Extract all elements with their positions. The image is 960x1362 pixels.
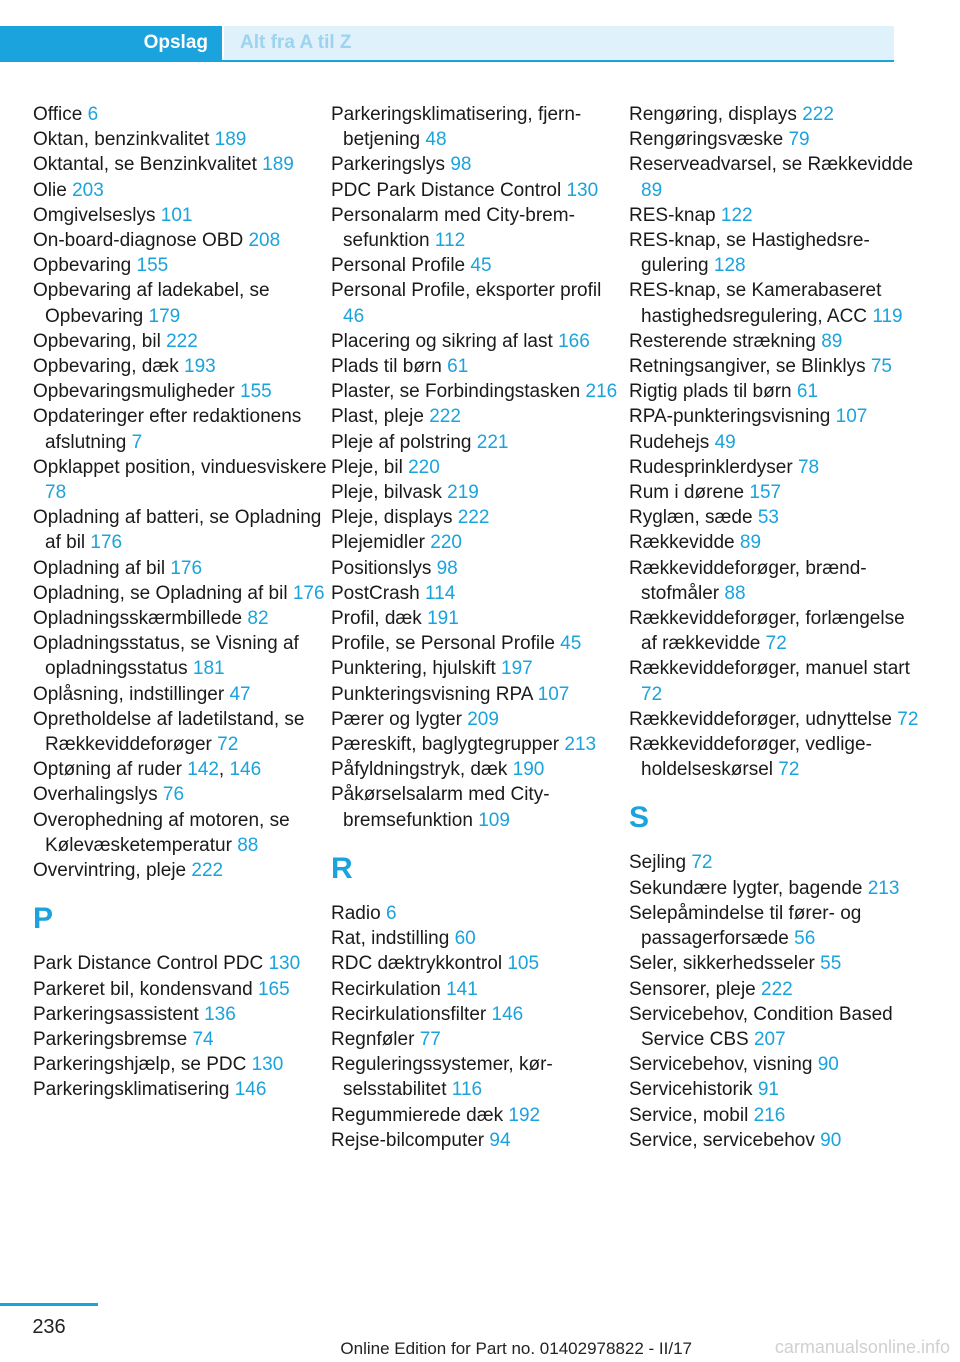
page-reference-link[interactable]: 109 — [478, 809, 510, 831]
index-entry-term: Rækkeviddeforøger, manuel start — [629, 658, 910, 680]
index-entry — [629, 505, 925, 530]
page-number: 236 — [32, 1316, 66, 1338]
page-reference-link[interactable]: 72 — [765, 633, 787, 655]
page-reference-link[interactable]: 60 — [454, 928, 476, 950]
index-entry — [629, 732, 925, 782]
index-entry — [33, 253, 329, 278]
page-reference-link[interactable]: 155 — [136, 255, 169, 277]
index-entry — [629, 329, 925, 354]
index-entry — [33, 178, 329, 203]
page-reference-link[interactable]: 56 — [794, 928, 816, 950]
index-column-1 — [33, 102, 329, 1103]
index-entry-term: Opbevaring, dæk — [33, 356, 179, 378]
index-entry — [629, 455, 925, 480]
index-entry — [33, 404, 329, 454]
index-entry-term: Rejse-bilcomputer — [331, 1129, 485, 1151]
page-reference-link[interactable]: 146 — [229, 759, 262, 781]
index-entry — [331, 951, 627, 976]
index-entry — [331, 430, 627, 455]
index-entry-term: Opladning af batteri, se Opladning af bil — [33, 507, 322, 554]
index-entry — [629, 354, 925, 379]
index-entry-term: Sensorer, pleje — [629, 978, 756, 1000]
index-entry-term: RES-knap, se Kamerabaseret hastighedsregulering, ACC — [629, 280, 882, 327]
index-entry-term: Servicebehov, visning — [629, 1054, 813, 1076]
index-entry-term: Ryglæn, sæde — [629, 507, 753, 529]
index-section-letter: R — [331, 851, 353, 885]
page-reference-link[interactable]: 141 — [446, 978, 478, 1000]
index-entry-term: RDC dæktrykkontrol — [331, 953, 503, 975]
index-entry — [629, 228, 925, 278]
page-reference-link[interactable]: 72 — [217, 734, 239, 756]
section-tab-alt-fra-a-til-z[interactable] — [224, 26, 894, 60]
page-reference-link[interactable]: 208 — [248, 230, 281, 252]
index-entry-term: Punktering, hjulskift — [331, 658, 496, 680]
index-entry-term: Servicehistorik — [629, 1079, 753, 1101]
index-entry-term: Regnføler — [331, 1028, 415, 1050]
page-reference-link[interactable]: 76 — [162, 784, 185, 806]
page-reference-link[interactable]: 7 — [131, 431, 143, 453]
page-reference-link[interactable]: 46 — [343, 305, 365, 327]
watermark: carmanualsonline.info — [774, 1337, 950, 1357]
index-entry-term: Plejemidler — [331, 532, 425, 554]
page-reference-link[interactable]: 166 — [558, 330, 590, 352]
index-entry — [331, 901, 627, 926]
index-column-3 — [629, 102, 925, 1153]
index-entry — [629, 656, 925, 706]
index-entry-term: Reserveadvarsel, se Rækkevidde — [629, 154, 914, 176]
page-reference-link[interactable]: 45 — [560, 633, 582, 655]
index-entry-term: Oktan, benzinkvalitet — [33, 129, 210, 151]
index-entry — [331, 977, 627, 1002]
index-entry — [629, 850, 925, 875]
index-entry — [629, 480, 925, 505]
index-entry-term: Profil, dæk — [331, 608, 422, 630]
index-entry-term: Resterende strækning — [629, 330, 816, 352]
page-reference-link[interactable]: 107 — [537, 683, 570, 705]
page-reference-link[interactable]: 72 — [778, 759, 800, 781]
index-entry — [629, 127, 925, 152]
page-reference-link[interactable]: 130 — [268, 953, 301, 975]
page-reference-link[interactable]: 222 — [457, 507, 490, 529]
index-entry-term: Rækkeviddeforøger, forlængelse af rækkevidde — [629, 608, 905, 655]
index-entry — [331, 278, 627, 328]
page-reference-link[interactable]: 197 — [501, 658, 533, 680]
page-reference-link[interactable]: 130 — [251, 1054, 284, 1076]
index-entry-term: Positionslys — [331, 557, 432, 579]
index-entry-term: Opladningsskærmbillede — [33, 608, 243, 630]
index-entry-term: Rigtig plads til børn — [629, 381, 792, 403]
index-entry-term: Retningsangiver, se Blinklys — [629, 356, 866, 378]
page-reference-link[interactable]: 216 — [753, 1104, 786, 1126]
index-section-letter: P — [33, 902, 54, 936]
index-entry-term: Selepåmindelse til fører- og passagerforsæde — [629, 902, 862, 950]
section-tab-label: Opslag — [143, 32, 208, 53]
page-reference-link[interactable]: 47 — [229, 683, 251, 705]
index-entry — [33, 977, 329, 1002]
index-entry-term: Plads til børn — [331, 356, 442, 378]
page-reference-link[interactable]: 130 — [566, 179, 599, 201]
page-reference-link[interactable]: 88 — [237, 834, 259, 856]
page-reference-link[interactable]: 222 — [761, 978, 793, 1000]
index-entry — [331, 1002, 627, 1027]
index-entry-term: Overhalingslys — [33, 784, 158, 806]
page-reference-link[interactable]: 146 — [491, 1003, 524, 1025]
page-reference-link[interactable]: 193 — [184, 356, 216, 378]
index-entry-term: Rudesprinklerdyser — [629, 456, 793, 478]
page-reference-link[interactable]: 146 — [234, 1079, 267, 1101]
index-entry-term: Parkeringsassistent — [33, 1003, 199, 1025]
index-entry-term: Opladning, se Opladning af bil — [33, 582, 288, 604]
index-entry-term: Rudehejs — [629, 431, 710, 453]
index-entry — [33, 228, 329, 253]
index-entry-term: Parkeringslys — [331, 154, 446, 176]
section-tab-opslag[interactable] — [0, 26, 222, 60]
index-entry — [629, 1077, 925, 1102]
index-entry-term: Opbevaringsmuligheder — [33, 381, 235, 403]
index-entry-term: Profile, se Personal Profile — [331, 633, 555, 655]
page-reference-link[interactable]: 6 — [385, 902, 397, 924]
page-reference-link[interactable]: 74 — [192, 1028, 214, 1050]
index-entry — [629, 876, 925, 901]
index-entry — [331, 556, 627, 581]
index-entry-term: Personal Profile — [331, 255, 466, 277]
index-entry-term: Rum i dørene — [629, 482, 745, 504]
index-entry — [629, 379, 925, 404]
index-entry — [629, 404, 925, 429]
index-entry — [331, 178, 627, 203]
index-entry-term: Parkeringsbremse — [33, 1028, 188, 1050]
index-entry-term: Rækkeviddeforøger, brændstofmåler — [629, 557, 867, 604]
page-reference-link[interactable]: 53 — [757, 507, 779, 529]
page-reference-link[interactable]: 128 — [713, 255, 746, 277]
index-entry-term: Omgivelseslys — [33, 204, 156, 226]
page-reference-link[interactable]: 90 — [820, 1129, 842, 1151]
index-entry — [331, 631, 627, 656]
page-reference-link[interactable]: 89 — [739, 532, 762, 554]
index-entry — [629, 901, 925, 951]
index-entry-term: Personal Profile, eksporter profil — [331, 280, 602, 302]
page-reference-link[interactable]: 77 — [419, 1028, 441, 1050]
index-entry — [33, 606, 329, 631]
index-entry-term: Seler, sikkerhedsseler — [629, 953, 815, 975]
page-reference-link[interactable]: 90 — [817, 1054, 839, 1076]
index-entry-term: Optøning af ruder — [33, 759, 182, 781]
page-reference-link[interactable]: 190 — [512, 759, 545, 781]
index-entry — [331, 1027, 627, 1052]
index-entry-term: Opdateringer efter redaktionens afslutning — [33, 406, 302, 453]
page-reference-link[interactable]: 78 — [797, 456, 820, 478]
index-entry-term: Park Distance Control PDC — [33, 953, 264, 975]
index-entry — [331, 581, 627, 606]
index-entry — [33, 278, 329, 328]
index-entry-term: Service, servicebehov — [629, 1129, 815, 1151]
page-reference-link[interactable]: 142 — [187, 759, 219, 781]
page-reference-link[interactable]: 88 — [724, 582, 746, 604]
index-entry — [33, 858, 329, 883]
index-entry-term: Punkteringsvisning RPA — [331, 683, 533, 705]
index-column-2 — [331, 102, 627, 1153]
index-entry — [331, 329, 627, 354]
page-reference-link[interactable]: 72 — [691, 852, 713, 874]
index-entry — [33, 1077, 329, 1102]
page-reference-link[interactable]: 179 — [148, 305, 181, 327]
index-entry-term: Oktantal, se Benzinkvalitet — [33, 154, 257, 176]
index-entry-term: Recirkulation — [331, 978, 441, 1000]
page-reference-link[interactable]: 213 — [564, 734, 597, 756]
footer-divider — [0, 1303, 98, 1306]
page-reference-link[interactable]: 105 — [507, 953, 540, 975]
index-entry — [33, 1027, 329, 1052]
page-reference-link[interactable]: 75 — [870, 356, 892, 378]
index-entry — [33, 127, 329, 152]
page-reference-link[interactable]: 222 — [166, 330, 198, 352]
page-reference-link[interactable]: 192 — [508, 1104, 541, 1126]
index-entry — [33, 1052, 329, 1077]
page-reference-link[interactable]: 61 — [796, 381, 819, 403]
index-entry-term: Servicebehov, Condition Based Service CBS — [629, 1003, 893, 1050]
index-entry — [629, 707, 925, 732]
index-entry-term: Overvintring, pleje — [33, 860, 187, 882]
page-reference-link[interactable]: 221 — [476, 431, 509, 453]
index-entry-term: Rækkeviddeforøger, vedligeholdelseskørsel — [629, 734, 872, 781]
page-reference-link[interactable]: 222 — [191, 860, 224, 882]
page-reference-link[interactable]: 107 — [835, 406, 868, 428]
index-entry — [33, 581, 329, 606]
index-entry: Optøning af ruder 142, 146 — [33, 759, 262, 781]
page-reference-link[interactable]: 157 — [749, 482, 782, 504]
page-reference-link[interactable]: 112 — [434, 230, 466, 252]
page-reference-link[interactable]: 203 — [72, 179, 104, 201]
index-entry-term: Placering og sikring af last — [331, 330, 553, 352]
page-reference-link[interactable]: 222 — [429, 406, 461, 428]
index-entry-term: RES-knap, se Hastighedsregulering — [629, 230, 870, 277]
page-header — [0, 0, 960, 62]
page-reference-link[interactable]: 98 — [450, 154, 472, 176]
index-entry-term: Opladningsstatus, se Visning af opladningsstatus — [33, 633, 299, 680]
index-entry-term: Pleje, bil — [331, 456, 403, 478]
index-entry — [331, 455, 627, 480]
index-entry — [629, 556, 925, 606]
page-reference-link[interactable]: 213 — [867, 877, 900, 899]
index-entry — [629, 1128, 925, 1153]
index-entry — [33, 951, 329, 976]
page-reference-link[interactable]: 91 — [757, 1079, 779, 1101]
index-entry — [331, 707, 627, 732]
page-reference-link[interactable]: 72 — [641, 683, 663, 705]
index-entry-term: Service, mobil — [629, 1104, 749, 1126]
index-entry-term: Opbevaring, bil — [33, 330, 161, 352]
index-entry-term: Parkeret bil, kondensvand — [33, 978, 253, 1000]
index-entry-term: Rengøringsvæske — [629, 129, 784, 151]
index-entry — [331, 152, 627, 177]
index-entry — [629, 951, 925, 976]
index-entry-term: Opbevaring af ladekabel, se Opbevaring — [33, 280, 270, 327]
page-reference-link[interactable]: 94 — [489, 1129, 511, 1151]
page-reference-link[interactable]: 55 — [820, 953, 842, 975]
index-entry — [331, 102, 627, 152]
page-reference-link[interactable]: 72 — [897, 708, 919, 730]
edition-note: Online Edition for Part no. 01402978822 - II/17 — [340, 1339, 692, 1358]
index-entry — [33, 808, 329, 858]
index-entry — [629, 278, 925, 328]
index-entry-term: Påkørselsalarm med City-bremsefunktion — [331, 784, 550, 831]
page-reference-link[interactable]: 189 — [214, 129, 247, 151]
index-entry-term: Rækkevidde — [629, 532, 735, 554]
page-reference-link[interactable]: 216 — [585, 381, 618, 403]
index-entry — [629, 530, 925, 555]
index-entry-term: PDC Park Distance Control — [331, 179, 562, 201]
page-reference-link[interactable]: 181 — [192, 658, 225, 680]
index-entry — [629, 102, 925, 127]
index-entry-term: PostCrash — [331, 582, 420, 604]
index-entry — [629, 1052, 925, 1077]
index-entry — [331, 757, 627, 782]
index-entry — [33, 379, 329, 404]
index-entry-term: Personalarm med City-bremsefunktion — [331, 204, 575, 252]
index-entry-term: Sejling — [629, 852, 687, 874]
index-entry-term: Pleje af polstring — [331, 431, 472, 453]
index-entry — [331, 354, 627, 379]
page-reference-link[interactable]: 61 — [447, 356, 469, 378]
index-entry — [331, 530, 627, 555]
page-reference-link[interactable]: 219 — [447, 482, 479, 504]
index-entry-term: Opladning af bil — [33, 557, 166, 579]
index-entry — [33, 354, 329, 379]
index-entry — [33, 1002, 329, 1027]
index-entry — [331, 404, 627, 429]
page-reference-link[interactable]: 79 — [788, 129, 810, 151]
page-reference-link[interactable]: 6 — [87, 104, 99, 125]
page-reference-link[interactable]: 98 — [436, 557, 458, 579]
index-entry — [331, 480, 627, 505]
index-entry-term: Rat, indstilling — [331, 928, 450, 950]
index-entry — [331, 203, 627, 253]
page-reference-link[interactable]: 189 — [262, 154, 294, 176]
index-entry-term: Office — [33, 104, 83, 125]
page-reference-link[interactable]: 136 — [204, 1003, 236, 1025]
index-entry — [331, 606, 627, 631]
page-reference-link[interactable]: 176 — [292, 582, 325, 604]
page-reference-link[interactable]: 101 — [160, 204, 193, 226]
page-reference-link[interactable]: 155 — [240, 381, 272, 403]
index-entry — [33, 682, 329, 707]
page-reference-link[interactable]: 222 — [802, 104, 834, 125]
index-entry-term: Overophedning af motoren, se Kølevæsketemperatur — [33, 809, 290, 856]
page-reference-link[interactable]: 165 — [257, 978, 290, 1000]
index-entry — [629, 1103, 925, 1128]
index-entry-term: Sekundære lygter, bagende — [629, 877, 863, 899]
index-entry — [331, 379, 627, 404]
page-reference-link[interactable]: 122 — [720, 204, 753, 226]
index-entry — [629, 152, 925, 202]
header-divider — [0, 60, 894, 62]
index-entry — [331, 682, 627, 707]
page-reference-link[interactable]: 176 — [90, 532, 123, 554]
page-reference-link[interactable]: 89 — [821, 330, 843, 352]
index-entry — [33, 455, 329, 505]
index-entry-term: Reguleringssystemer, kørselsstabilitet — [331, 1054, 553, 1101]
index-entry-term: Plaster, se Forbindingstasken — [331, 381, 581, 403]
section-tab-label: Alt fra A til Z — [240, 32, 352, 53]
page-reference-link[interactable]: 49 — [714, 431, 736, 453]
index-entry-term: Plast, pleje — [331, 406, 424, 428]
index-entry-term: Recirkulationsfilter — [331, 1003, 487, 1025]
page-reference-link[interactable]: 78 — [45, 482, 67, 504]
index-entry-term: RES-knap — [629, 204, 716, 226]
index-entry-term: Pleje, bilvask — [331, 482, 442, 504]
index-entry-term: Opklappet position, vinduesviskere — [33, 456, 327, 478]
page-reference-link[interactable]: 119 — [872, 305, 903, 327]
page-reference-link[interactable]: 209 — [467, 708, 499, 730]
index-entry — [629, 977, 925, 1002]
index-entry — [33, 556, 329, 581]
index-entry — [629, 203, 925, 228]
page-reference-link[interactable]: 82 — [247, 608, 269, 630]
page-reference-link[interactable]: 220 — [408, 456, 440, 478]
index-entry-term: Radio — [331, 902, 381, 924]
index-entry-term: Parkeringsklimatisering, fjernbetjening — [331, 104, 582, 151]
index-entry — [33, 631, 329, 681]
index-entry — [331, 1103, 627, 1128]
index-entry — [33, 505, 329, 555]
index-entry-term: Pærer og lygter — [331, 708, 462, 730]
index-entry-term: Rækkeviddeforøger, udnyttelse — [629, 708, 892, 730]
page-reference-link[interactable]: 116 — [451, 1079, 483, 1101]
index-entry-term: Påfyldningstryk, dæk — [331, 759, 508, 781]
index-entry-term: Pleje, displays — [331, 507, 453, 529]
index-entry-term: RPA-punkteringsvisning — [629, 406, 831, 428]
index-entry — [33, 102, 329, 127]
page-reference-link[interactable]: 176 — [170, 557, 203, 579]
index-section-letter: S — [629, 801, 650, 835]
page-reference-link[interactable]: 207 — [753, 1028, 786, 1050]
index-entry — [33, 707, 329, 757]
index-entry — [331, 926, 627, 951]
index-entry — [629, 1002, 925, 1052]
index-entry — [331, 782, 627, 832]
index-entry — [33, 782, 329, 807]
index-entry — [331, 505, 627, 530]
page-reference-link[interactable]: 220 — [430, 532, 462, 554]
page-reference-link[interactable]: 114 — [424, 582, 456, 604]
page-reference-link[interactable]: 45 — [470, 255, 492, 277]
index-entry-term: Parkeringsklimatisering — [33, 1079, 230, 1101]
index-entry — [331, 1128, 627, 1153]
index-entry-term: On-board-diagnose OBD — [33, 230, 244, 252]
index-entry — [33, 203, 329, 228]
page-reference-link[interactable]: 191 — [427, 608, 459, 630]
index-entry — [331, 253, 627, 278]
index-entry-term: Opretholdelse af ladetilstand, se Rækkeviddeforøger — [33, 708, 305, 756]
index-entry-term: Oplåsning, indstillinger — [33, 683, 225, 705]
index-entry — [33, 329, 329, 354]
index-entry — [331, 656, 627, 681]
page-reference-link[interactable]: 48 — [425, 129, 447, 151]
index-entry — [629, 430, 925, 455]
page-reference-link[interactable]: 89 — [641, 179, 663, 201]
index-entry — [331, 732, 627, 757]
index-entry-term: Pæreskift, baglygtegrupper — [331, 734, 560, 756]
index-entry-term: Opbevaring — [33, 255, 132, 277]
index-entry-term: Parkeringshjælp, se PDC — [33, 1054, 247, 1076]
index-entry-term: Rengøring, displays — [629, 104, 797, 125]
index-entry — [629, 606, 925, 656]
index-entry — [331, 1052, 627, 1102]
index-entry — [33, 152, 329, 177]
index-entry-term: Olie — [33, 179, 67, 201]
index-entry-term: Regummierede dæk — [331, 1104, 504, 1126]
